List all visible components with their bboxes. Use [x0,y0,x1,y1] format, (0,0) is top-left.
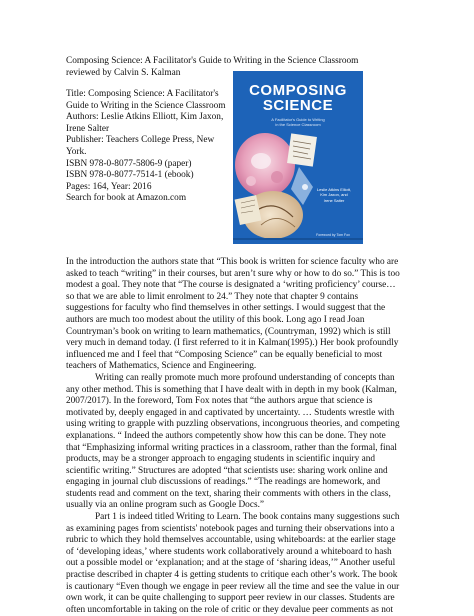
body-line: 2007/2017). In the foreword, Tom Fox notes that “the authors argue that science is [66,396,373,407]
body-line: of ‘developing ideas,’ where students work collaboratively around a whiteboard to hash [66,546,392,557]
cover-authors [311,187,357,203]
body-line: products, may be a stronger approach to engaging students in scientific inquiry and [66,454,376,465]
cover-foreword: Foreword by Tom Fox [316,232,350,237]
body-line: Writing can really promote much more profound understanding of concepts than [95,372,395,383]
body-line: that “Emphasizing informal writing practices in a classroom, rather than the formal, final [66,442,397,453]
book-cover-image [233,71,363,244]
book-info [66,89,226,205]
info-publisher-line-1: Publisher: Teachers College Press, New [66,135,215,146]
body-line: out a possible model or ‘explanation; and at the stage of ‘sharing ideas,’” Another useful [66,558,396,569]
body-line: Countryman’s book on writing to learn mathematics, (Countryman, 1992) which is still [66,326,391,337]
cover-title-line-2: SCIENCE [262,97,334,114]
body-line: motivated by, deeply engaged in and captivated by uncertainty. … Students wrestle with [66,407,395,418]
body-line: engaging in journal club discussions of readings.” “The readings are homework, and [66,477,381,488]
cover-title [233,83,363,113]
body-line: In the introduction the authors state that “This book is written for science faculty who are [66,257,399,267]
cover-subtitle-line-2: in the Science Classroom [275,122,321,127]
cover-author-3: Irene Salter [323,197,345,203]
body-line: authors are much too modest about the utility of this book. Long ago I read Joan [66,314,365,325]
body-line: students read and comment on the text, sharing their comments with others in the class, [66,488,391,499]
body-line: very much in demand today. (I first referred to it in Kalman(1995).) Her book profoundly [66,338,399,349]
body-line: so that we are able to limit enrolment to 24.” They note that chapter 9 contains [66,291,359,302]
body-line: explanations. “ Indeed the authors competently show how this can be done. They note [66,430,386,441]
body-line: scientific writing.” Structures are adopted “that scientists use: sharing work online and [66,465,388,476]
body-line: as examining pages from scientists' notebook pages and turning their observations into a [66,523,395,534]
info-isbn-paper: ISBN 978-0-8077-5806-9 (paper) [66,158,192,169]
body-line: practise described in chapter 4 is getting students to critique each other’s work. The book [66,570,398,581]
review-title: Composing Science: A Facilitator's Guide to Writing in the Science Classroom [66,56,359,66]
body-line: teachers of Mathematics, Science and Engineering. [66,361,257,372]
cover-collage-art [233,127,363,244]
body-line: often uncomfortable in taking on the role of critic or they devalue peer comments as not [66,604,394,615]
body-line: usually via an online program such as Google Docs.” [66,500,265,511]
body-line: asked to teach “writing” in their courses, but aren’t sure why or how to do so.” This is too [66,268,400,279]
body-line: any other method. This is something that I have dealt with in depth in my book (Kalman, [66,384,397,395]
cover-author-1: Leslie Atkins Elliott, [316,187,352,192]
amazon-search-link[interactable]: Search for book at Amazon.com [66,193,187,204]
info-authors-line-2: Irene Salter [66,123,110,134]
info-title-line-2: Guide to Writing in the Science Classroom [66,100,226,111]
body-line: Part 1 is indeed titled Writing to Learn. The book contains many suggestions such [95,512,400,523]
cover-subtitle [233,117,363,127]
cover-title-line-1: COMPOSING [249,82,347,99]
body-line: suggestions for faculty who find themselves in other settings. I would suggest that the [66,303,386,314]
info-authors-line-1: Authors: Leslie Atkins Elliott, Kim Jaxon, [66,112,224,123]
info-publisher-line-2: York. [66,146,87,157]
info-isbn-ebook: ISBN 978-0-8077-7514-1 (ebook) [66,170,194,181]
body-line: modest a goal. They note that “The course is designated a ‘writing proficiency’ course… [66,280,396,291]
body-line: using writing to grapple with puzzling observations, incongruous theories, and competing [66,419,400,430]
body-line: rubric to which they hold themselves accountable, using whiteboards: at the earlier stage [66,535,396,546]
cover-author-2: Kim Jaxon, and [320,192,348,198]
review-body [66,257,428,616]
reviewer-line: reviewed by Calvin S. Kalman [66,67,181,78]
body-line: own work, it can be quite challenging to support peer review in our classes. Students are [66,593,395,604]
info-pages-year: Pages: 164, Year: 2016 [66,181,152,192]
info-title-line-1: Title: Composing Science: A Facilitator's [66,89,219,99]
body-line: influenced me and I feel that “Composing Science” can be equally beneficial to most [66,349,383,360]
cover-subtitle-line-1: A Facilitator's Guide to Writing [271,117,325,122]
body-line: is cautionary “Even though we engage in peer review all the time and see the value in our [66,581,400,592]
